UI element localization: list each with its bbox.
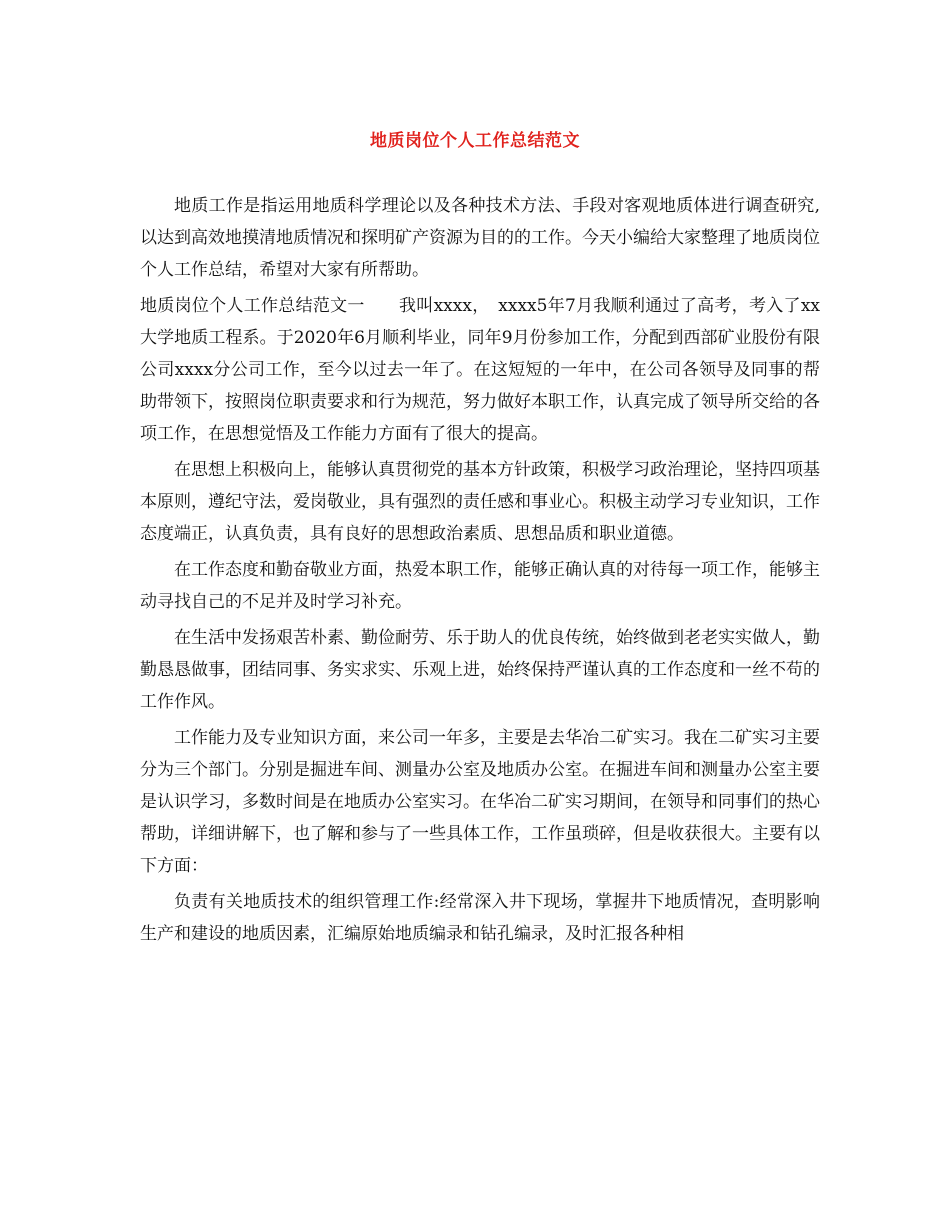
document-title: 地质岗位个人工作总结范文 [370,131,580,151]
document-body [140,190,820,954]
paragraph-intro: 地质工作是指运用地质科学理论以及各种技术方法、手段对客观地质体进行调查研究,以达到高效地摸清地质情况和探明矿产资源为目的的工作。今天小编给大家整理了地质岗位个人工作总结，希望对大家有所帮助。 [140,196,820,280]
paragraph-section-one [140,290,820,450]
section-heading: 地质岗位个人工作总结范文一 [140,296,365,316]
paragraph-ideology: 在思想上积极向上，能够认真贯彻党的基本方针政策，积极学习政治理论，坚持四项基本原则，遵纪守法，爱岗敬业，具有强烈的责任感和事业心。积极主动学习专业知识，工作态度端正，认真负责，具有良好的思想政治素质、思想品质和职业道德。 [140,460,820,544]
section-one-text: 我叫xxxx， xxxx5年7月我顺利通过了高考，考入了xx大学地质工程系。于2020年6月顺利毕业，同年9月份参加工作，分配到西部矿业股份有限公司xxxx分公司工作，至今以过去一年了。在这短短的一年中，在公司各领导及同事的帮助带领下，按照岗位职责要求和行为规范，努力做好本职工作，认真完成了领导所交给的各项工作，在思想觉悟及工作能力方面有了很大的提高。 [140,296,820,444]
paragraph-life: 在生活中发扬艰苦朴素、勤俭耐劳、乐于助人的优良传统，始终做到老老实实做人，勤勤恳恳做事，团结同事、务实求实、乐观上进，始终保持严谨认真的工作态度和一丝不苟的工作作风。 [140,628,820,712]
paragraph-attitude: 在工作态度和勤奋敬业方面，热爱本职工作，能够正确认真的对待每一项工作，能够主动寻找自己的不足并及时学习补充。 [140,560,820,612]
paragraph-ability: 工作能力及专业知识方面，来公司一年多，主要是去华冶二矿实习。我在二矿实习主要分为三个部门。分别是掘进车间、测量办公室及地质办公室。在掘进车间和测量办公室主要是认识学习，多数时间是在地质办公室实习。在华冶二矿实习期间，在领导和同事们的热心帮助，详细讲解下，也了解和参与了一些具体工作，工作虽琐碎，但是收获很大。主要有以下方面： [140,728,820,876]
paragraph-responsibility: 负责有关地质技术的组织管理工作:经常深入井下现场，掌握井下地质情况，查明影响生产和建设的地质因素，汇编原始地质编录和钻孔编录，及时汇报各种相 [140,892,820,944]
